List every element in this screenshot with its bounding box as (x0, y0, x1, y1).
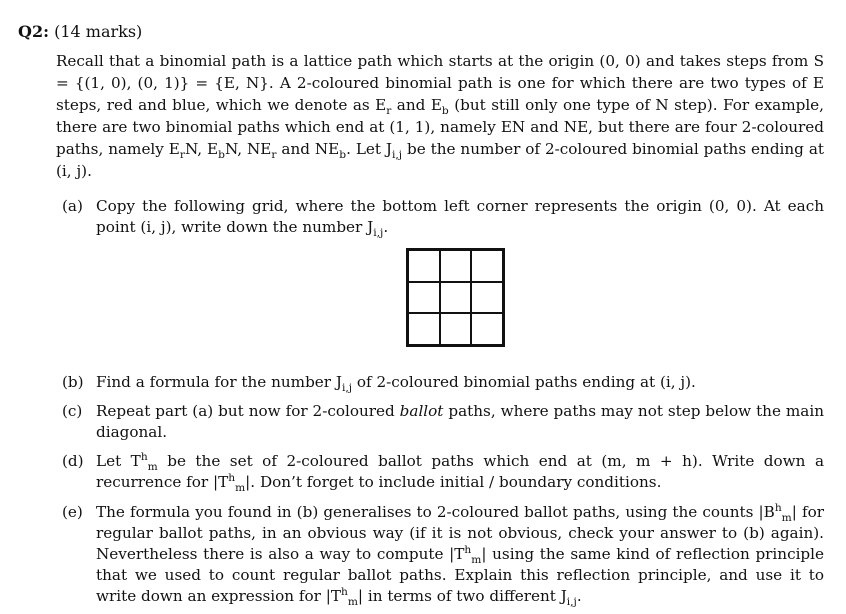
superscript: h (774, 500, 782, 514)
grid-cell (471, 282, 503, 314)
superscript: h (341, 584, 348, 598)
subscript: i,j (566, 595, 577, 609)
grid-cell (408, 313, 440, 345)
subscript: m (235, 481, 246, 495)
part-d (62, 451, 824, 493)
intro-line: be the number of 2-coloured binomial paths ending (402, 140, 804, 158)
part-label: (e) (62, 503, 83, 521)
question-header (18, 22, 142, 42)
question-marks: (14 marks) (54, 22, 143, 41)
part-text: Repeat part (a) but now for 2-coloured (96, 402, 400, 420)
intro-paragraph (56, 50, 824, 182)
subscript: r (386, 104, 392, 118)
subscript: m (147, 460, 158, 474)
superscript: h (464, 542, 472, 556)
part-label: (d) (62, 452, 84, 470)
intro-line: S = {(1, 0), (0, 1)} = {E, N}. A 2-coloured binomial path is one for which there are two types of E (56, 52, 825, 92)
intro-line: (but still only one type of N step). For example, (448, 96, 824, 114)
grid-cell (471, 313, 503, 345)
subscript: b (339, 148, 347, 162)
part-a (62, 196, 824, 238)
grid-cell (471, 250, 503, 282)
superscript: h (228, 470, 236, 484)
part-e (62, 502, 824, 607)
part-label: (c) (62, 402, 83, 420)
part-text: | for regular ballot paths, in an obvious way (if it is not obvious, check your answer to (b) again). Nevertheless there is also a way to compute |T (96, 503, 824, 563)
part-text: paths, where paths may not step below the main diagonal. (96, 402, 824, 441)
part-text: . (576, 587, 582, 605)
part-label: (a) (62, 197, 83, 215)
part-text: Copy the following grid, where the bottom left corner represents the origin (0, 0). At each point (i, j), write down the number J (96, 197, 824, 236)
part-text: of 2-coloured binomial paths ending at (i, j). (352, 373, 696, 391)
intro-line: Recall that a binomial path is a lattice path which starts at the origin (0, 0) and takes steps from (56, 52, 809, 70)
subscript: m (471, 553, 482, 567)
part-text: | in terms of two different J (357, 587, 567, 605)
intro-line: steps, red and blue, which we denote as E (56, 96, 387, 114)
emphasis: ballot (399, 402, 444, 420)
grid-cell (440, 250, 472, 282)
grid-cell (440, 282, 472, 314)
intro-line: and NE (276, 140, 340, 158)
intro-line: at (i, j). (56, 140, 824, 180)
grid-cell (440, 313, 472, 345)
subscript: i,j (341, 381, 353, 395)
subscript: r (271, 148, 277, 162)
lattice-grid (406, 248, 505, 347)
subscript: r (179, 148, 185, 162)
part-text: . (383, 218, 389, 236)
part-text: be the set of 2-coloured ballot paths which end at (m, m + h). Write down a recurrence for |T (96, 452, 825, 491)
part-b (62, 372, 824, 393)
subscript: i,j (392, 148, 403, 162)
intro-line: paths, namely E (56, 140, 180, 158)
intro-line: N, NE (224, 140, 272, 158)
part-text: | using the same kind of reflection principle that we used to count regular ballot paths. Explain this reflection principle, and use it to write down an expression for |T (96, 545, 824, 605)
part-text: Let T (96, 452, 141, 470)
superscript: h (140, 449, 148, 463)
part-text: Find a formula for the number J (96, 373, 342, 391)
grid-cell (408, 250, 440, 282)
part-text: The formula you found in (b) generalises to 2-coloured ballot paths, using the counts |B (96, 503, 775, 521)
part-text: |. Don’t forget to include initial / boundary conditions. (245, 473, 662, 491)
part-label: (b) (62, 373, 84, 391)
subscript: m (347, 595, 358, 609)
subscript: i,j (373, 226, 384, 240)
grid-cell (408, 282, 440, 314)
intro-line: and E (391, 96, 442, 114)
part-c (62, 401, 824, 443)
intro-line: N, E (184, 140, 219, 158)
subscript: b (218, 148, 225, 162)
subscript: m (781, 511, 792, 525)
subscript: b (441, 104, 449, 118)
question-number: Q2: (18, 22, 49, 41)
intro-line: . Let J (346, 140, 393, 158)
intro-line: there are two binomial paths which end at (1, 1), namely EN and NE, but there are four 2-coloured (56, 118, 824, 136)
